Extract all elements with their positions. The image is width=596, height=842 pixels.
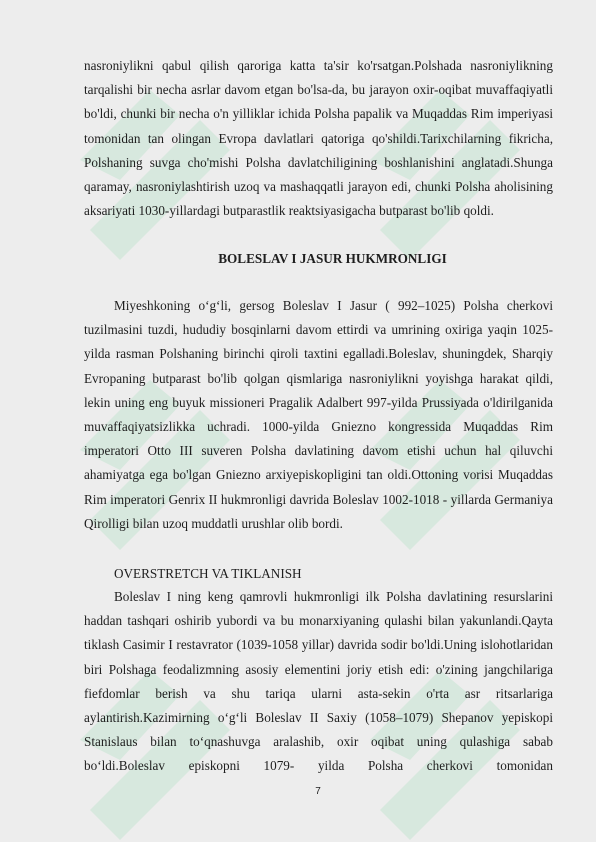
paragraph-1: nasroniylikni qabul qilish qaroriga katta ta'sir ko'rsatgan.Polshada nasroniylikning tarqalishi bir necha asrlar davom etgan bo'lsa-da, bu jarayon oxir-oqibat muvaffaqiyatli bo'ldi, chunki bir necha o'n yilliklar ichida Polsha papalik va Muqaddas Rim imperiyasi tomonidan tan olingan Evropa davlatlari qatoriga qo'shildi.Tarixchilarning fikricha, Polshaning suvga cho'mishi Polsha davlatchiligining boshlanishini anglatadi.Shunga qaramay, nasroniylashtirish uzoq va mashaqqatli jarayon edi, chunki Polsha aholisining aksariyati 1030-yillardagi butparastlik reaktsiyasigacha butparast bo'lib qoldi. [84, 58, 553, 219]
page-number: 7 [315, 786, 321, 797]
paragraph-2: Miyeshkoning o‘g‘li, gersog Boleslav I Jasur ( 992–1025) Polsha cherkovi tuzilmasini tuzdi, hududiy bosqinlarni davom ettirdi va umrining oxiriga yaqin 1025-yilda rasman Polshaning birinchi qiroli taxtini egalladi.Boleslav, shuningdek, Sharqiy Evropaning butparast bo'lib qolgan qismlariga nasroniylikni yoyishga harakat qildi, lekin uning eng buyuk missioneri Pragalik Adalbert 997-yilda Prussiyada o'ldirilganida muvaffaqiyatsizlikka uchradi. 1000-yilda Gniezno kongressida Muqaddas Rim imperatori Otto III suveren Polsha davlatining davom etishi uchun hal qiluvchi ahamiyatga ega bo'lgan Gniezno arxiyepiskopligini tan oldi.Ottoning vorisi Muqaddas Rim imperatori Genrix II hukmronligi davrida Boleslav 1002-1018 - yillarda Germaniya Qirolligi bilan uzoq muddatli urushlar olib bordi. [84, 298, 553, 531]
paragraph-3: Boleslav I ning keng qamrovli hukmronligi ilk Polsha davlatining resurslarini haddan tashqari oshirib yubordi va bu monarxiyaning qulashi bilan yakunlandi.Qayta tiklash Casimir I restavrator (1039-1058 yillar) davrida sodir bo'ldi.Uning islohotlaridan biri Polshaga feodalizmning asosiy elementini joriy etish edi: o'zining jangchilariga fiefdomlar berish va shu tariqa ularni asta-sekin o'rta asr ritsarlariga aylantirish.Kazimirning o‘g‘li Boleslav II Saxiy (1058–1079) Shepanov yepiskopi Stanislaus bilan to‘qnashuvga aralashib, oxir oqibat uning qulashiga sabab bo‘ldi.Boleslav episkopni 1079- yilda Polsha cherkovi tomonidan [84, 589, 553, 774]
heading-overstretch: OVERSTRETCH VA TIKLANISH [114, 566, 302, 581]
heading-boleslav-i: BOLESLAV I JASUR HUKMRONLIGI [218, 251, 447, 266]
